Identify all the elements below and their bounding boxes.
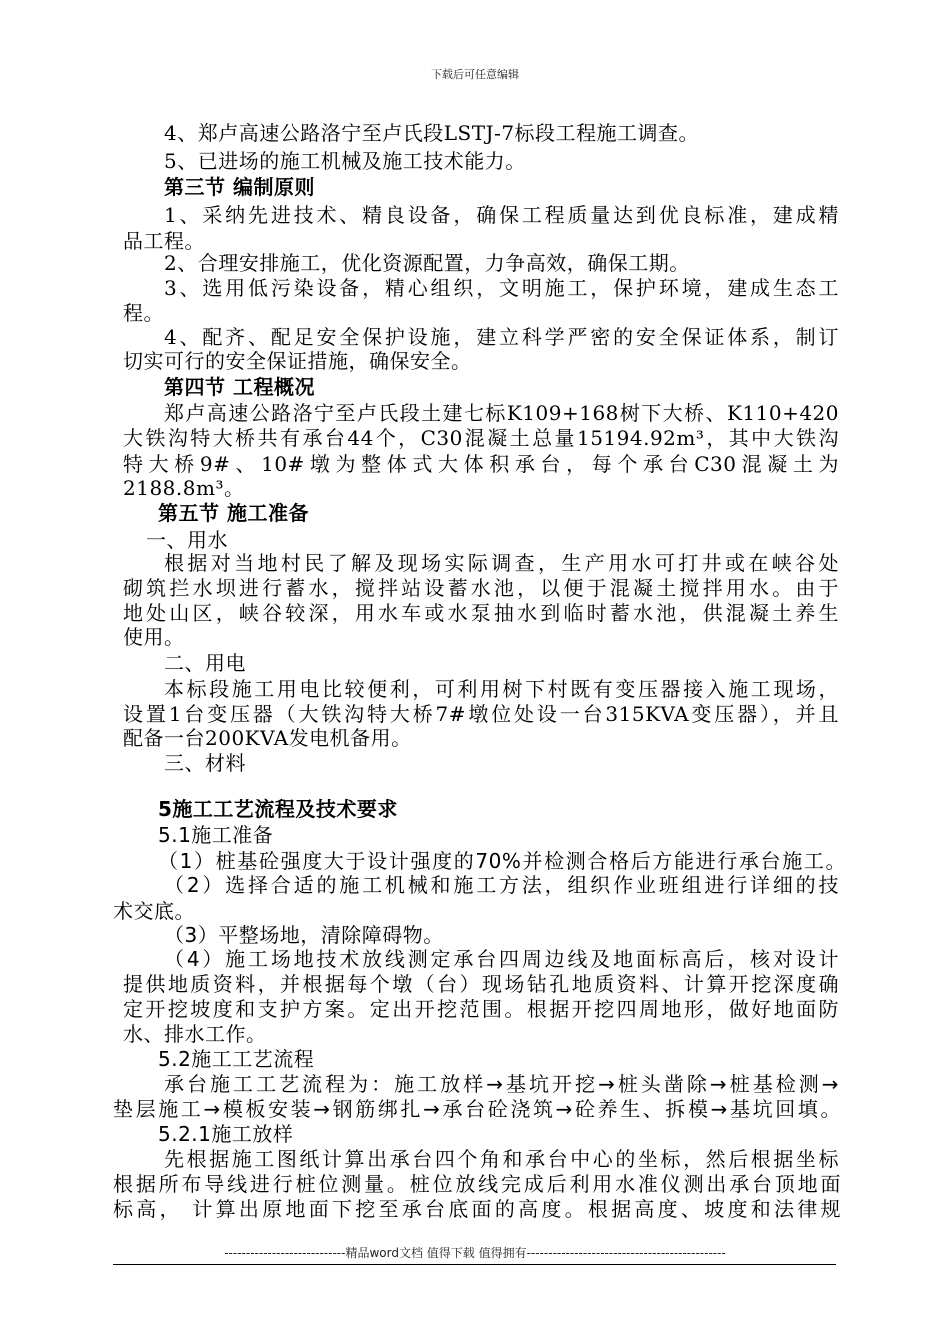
footer-divider [113,1264,836,1265]
subsection-label: 二、用电 [164,651,246,675]
text-line: （3）平整场地，清除障碍物。 [164,923,444,947]
text-line: 3、选用低污染设备，精心组织，文明施工，保护环境，建成生态工 [164,276,839,300]
text-line: 品工程。 [123,229,205,253]
text-line: 特大桥9#、10#墩为整体式大体积承台，每个承台C30混凝土为 [123,452,839,476]
text-line: 程。 [123,301,164,325]
text-line: 配备一台200KVA发电机备用。 [123,726,412,750]
text-line: 标高， 计算出原地面下挖至承台底面的高度。根据高度、坡度和法律规 [113,1197,841,1221]
text-line: 切实可行的安全保证措施，确保安全。 [123,349,472,373]
footer-note: ----------------------------精品word文档 值得下载 值得拥有---------------------------------------------- [224,1246,726,1260]
text-line: 4、郑卢高速公路洛宁至卢氏段LSTJ-7标段工程施工调查。 [164,121,700,145]
subsection-label: 三、材料 [164,751,246,775]
section-heading: 5.2施工工艺流程 [158,1047,315,1071]
text-line: 地处山区，峡谷较深，用水车或水泵抽水到临时蓄水池，供混凝土养生 [123,601,839,625]
header-note: 下载后可任意编辑 [431,68,519,81]
chapter-heading: 5施工工艺流程及技术要求 [158,797,398,821]
section-heading: 第五节 施工准备 [158,501,309,525]
text-line: 2、合理安排施工，优化资源配置，力争高效，确保工期。 [164,251,690,275]
text-line: 水、排水工作。 [123,1022,267,1046]
text-line: 承台施工工艺流程为：施工放样→基坑开挖→桩头凿除→桩基检测→ [164,1072,839,1096]
text-line: 先根据施工图纸计算出承台四个角和承台中心的坐标，然后根据坐标 [164,1147,839,1171]
section-heading: 第三节 编制原则 [164,175,315,199]
text-line: 根据所布导线进行桩位测量。桩位放线完成后利用水准仪测出承台顶地面 [113,1172,841,1196]
text-line: （1）桩基砼强度大于设计强度的70%并检测合格后方能进行承台施工。 [158,849,846,873]
text-line: 郑卢高速公路洛宁至卢氏段土建七标K109+168树下大桥、K110+420 [164,401,839,425]
text-line: 定开挖坡度和支护方案。定出开挖范围。根据开挖四周地形，做好地面防 [123,997,839,1021]
text-line: 使用。 [123,625,185,649]
text-line: 根据对当地村民了解及现场实际调查，生产用水可打井或在峡谷处 [164,551,839,575]
text-line: 提供地质资料，并根据每个墩（台）现场钻孔地质资料、计算开挖深度确 [123,972,839,996]
text-line: 4、配齐、配足安全保护设施，建立科学严密的安全保证体系，制订 [164,325,839,349]
text-line: 大铁沟特大桥共有承台44个，C30混凝土总量15194.92m³，其中大铁沟 [123,426,839,450]
section-heading: 第四节 工程概况 [164,375,315,399]
subsection-label: 一、用水 [146,528,228,552]
text-line: 术交底。 [113,899,195,923]
text-line: 设置1台变压器（大铁沟特大桥7#墩位处设一台315KVA变压器），并且 [123,702,839,726]
text-line: 本标段施工用电比较便利，可利用树下村既有变压器接入施工现场， [164,677,839,701]
section-heading: 5.2.1施工放样 [158,1122,294,1146]
text-line: 砌筑拦水坝进行蓄水，搅拌站设蓄水池，以便于混凝土搅拌用水。由于 [123,576,839,600]
text-line: 5、已进场的施工机械及施工技术能力。 [164,149,526,173]
text-line: 垫层施工→模板安装→钢筋绑扎→承台砼浇筑→砼养生、拆模→基坑回填。 [113,1097,841,1121]
section-heading: 5.1施工准备 [158,823,274,847]
text-line: （2）选择合适的施工机械和施工方法，组织作业班组进行详细的技 [164,873,839,897]
text-line: 2188.8m³。 [123,476,245,500]
text-line: （4）施工场地技术放线测定承台四周边线及地面标高后，核对设计 [164,947,839,971]
text-line: 1、采纳先进技术、精良设备，确保工程质量达到优良标准，建成精 [164,203,839,227]
